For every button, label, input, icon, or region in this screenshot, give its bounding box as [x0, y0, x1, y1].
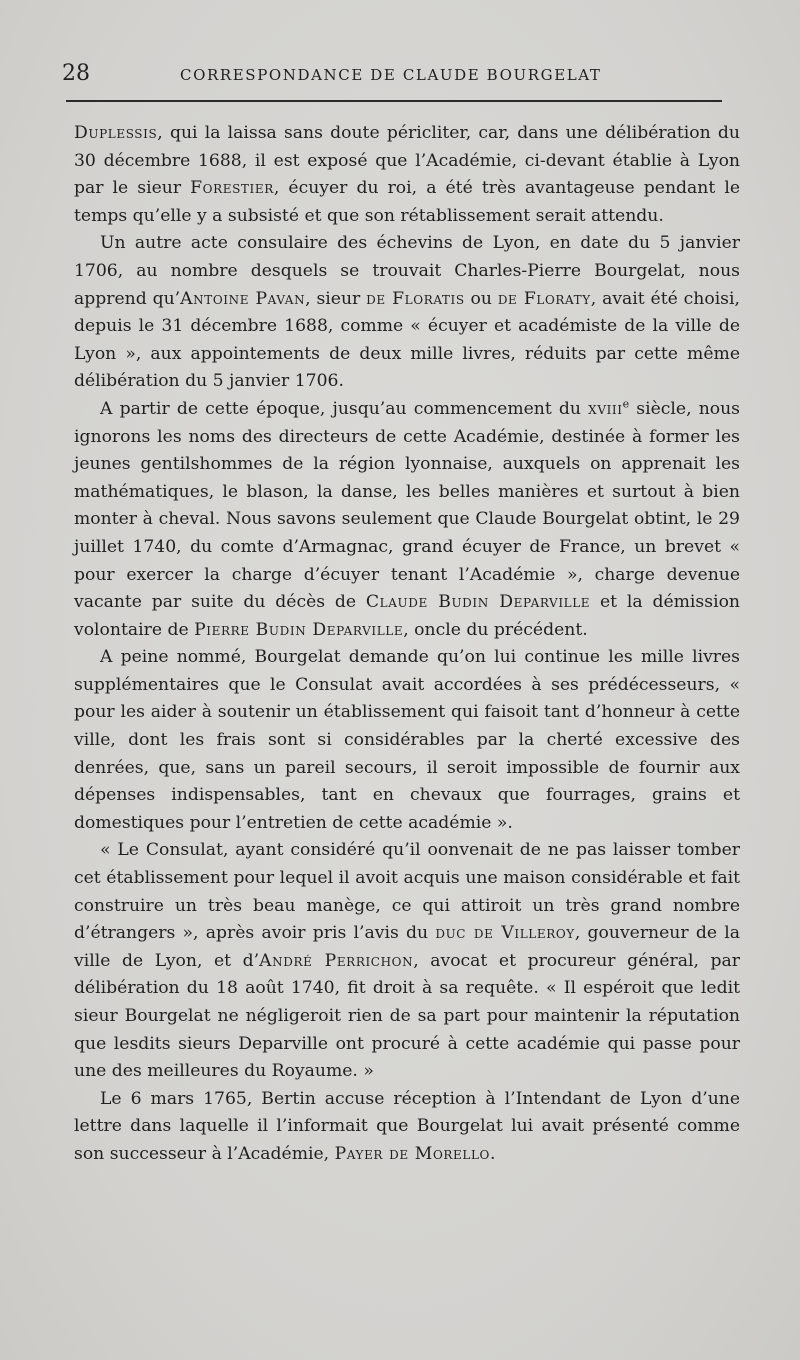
paragraph-4	[74, 644, 740, 837]
page-number: 28	[62, 61, 90, 86]
paragraph-3	[74, 396, 740, 644]
text-run: A partir de cette époque, jusqu’au commencement du	[100, 398, 589, 419]
text-run: , gouverneur de la ville de Lyon, et d’	[74, 923, 740, 971]
paragraph-2	[74, 230, 740, 396]
text-run: , sieur	[305, 288, 367, 309]
text-run: , oncle du précédent.	[403, 619, 588, 640]
small-caps-name: Pierre Budin Deparville	[194, 619, 404, 640]
small-caps-name: de Floratis	[366, 288, 465, 309]
small-caps-name: André Perrichon	[259, 950, 414, 971]
paragraph-5	[74, 837, 740, 1085]
page-header	[62, 60, 724, 90]
body-text	[74, 120, 740, 1169]
small-caps-name: Duplessis	[74, 123, 158, 143]
paragraph-6	[74, 1086, 740, 1169]
text-run: .	[490, 1143, 496, 1164]
small-caps-name: de Floraty	[497, 288, 591, 309]
text-run: et la démission volontaire de	[74, 592, 740, 640]
small-caps-name: Antoine Pavan	[180, 288, 306, 309]
text-run: , écuyer du roi, a été très avantageuse pendant le temps qu’elle y a subsisté et que son rétablissement serait attendu.	[74, 178, 740, 226]
running-title: CORRESPONDANCE DE CLAUDE BOURGELAT	[180, 66, 602, 84]
text-run: Le 6 mars 1765, Bertin accuse réception à l’Intendant de Lyon d’une lettre dans laquelle il l’informait que Bourgelat lui avait présenté comme son successeur à l’Académie,	[74, 1088, 740, 1164]
small-caps-name: Payer de Morello	[334, 1143, 490, 1164]
small-caps-name: Forestier	[190, 178, 274, 199]
small-caps-name: xviii	[588, 398, 623, 419]
text-run: « Le Consulat, ayant considéré qu’il oonvenait de ne pas laisser tomber cet établissement pour lequel il avoit acquis une maison considérable et fait construire un très beau manège, ce qui attiroit un très grand nombre d’étrangers », après avoir pris l’avis du	[74, 840, 740, 944]
small-caps-name: Claude Budin Deparville	[365, 592, 591, 613]
text-run: , avait été choisi, depuis le 31 décembre 1688, comme « écuyer et académiste de la ville de Lyon », aux appointements de deux mille livres, réduits par cette même délibération du 5 janvier 1706.	[74, 288, 740, 392]
paragraph-1	[74, 120, 740, 230]
text-run: Un autre acte consulaire des échevins de Lyon, en date du 5 janvier 1706, au nombre desquels se trouvait Charles-Pierre Bourgelat, nous apprend qu’	[74, 233, 740, 309]
text-run: , qui la laissa sans doute péricliter, car, dans une délibération du 30 décembre 1688, il est exposé que l’Académie, ci-devant établie à Lyon par le sieur	[74, 123, 740, 199]
text-run: , avocat et procureur général, par délibération du 18 août 1740, fit droit à sa requête. « Il espéroit que ledit sieur Bourgelat ne négligeroit rien de sa part pour maintenir la réputation que lesdits sieurs Deparville ont procuré à cette académie qui passe pour une des meilleures du Royaume. »	[74, 950, 740, 1082]
text-run: ou	[464, 288, 498, 309]
text-run: A peine nommé, Bourgelat demande qu’on lui continue les mille livres supplémentaires que le Consulat avait accordées à ses prédécesseurs, « pour les aider à soutenir un établissement qui faisoit tant d’honneur à cette ville, dont les frais sont si considérables par la cherté excessive des denrées, que, sans un pareil secours, il seroit impossible de fournir aux dépenses indispensables, tant en chevaux que fourrages, grains et domestiques pour l’entretien de cette académie ».	[74, 647, 740, 833]
small-caps-name: duc de Villeroy	[435, 923, 575, 944]
superscript: e	[622, 397, 630, 411]
text-run: siècle, nous ignorons les noms des directeurs de cette Académie, destinée à former les jeunes gentilshommes de la région lyonnaise, auxquels on apprenait les mathématiques, le blason, la danse, les belles manières et surtout à bien monter à cheval. Nous savons seulement que Claude Bourgelat obtint, le 29 juillet 1740, du comte d’Armagnac, grand écuyer de France, un brevet « pour exercer la charge d’écuyer tenant l’Académie », charge devenue vacante par suite du décès de	[74, 398, 740, 613]
header-rule	[66, 100, 722, 102]
